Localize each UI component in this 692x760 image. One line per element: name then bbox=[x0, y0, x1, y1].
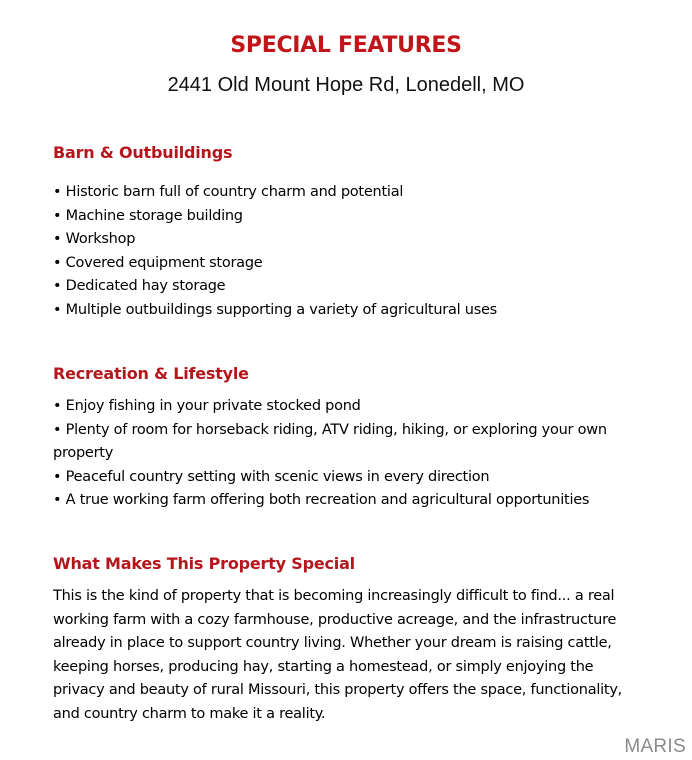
list-item: • Workshop bbox=[53, 231, 136, 247]
property-address: 2441 Old Mount Hope Rd, Lonedell, MO bbox=[167, 74, 525, 96]
list-item: • Plenty of room for horseback riding, ATV riding, hiking, or exploring your own property bbox=[53, 421, 607, 461]
page-title: SPECIAL FEATURES bbox=[230, 33, 462, 58]
section-barn-outbuildings bbox=[53, 142, 653, 322]
list-item: • A true working farm offering both recreation and agricultural opportunities bbox=[53, 492, 590, 508]
list-item: • Historic barn full of country charm and potential bbox=[53, 184, 404, 200]
description-paragraph: This is the kind of property that is becoming increasingly difficult to find... a real working farm with a cozy farmhouse, productive acreage, and the infrastructure already in place to support country living. Whether your dream is raising cattle, keeping horses, producing hay, starting a homestead, or simply enjoying the privacy and beauty of rural Missouri, this property offers the space, functionality, and country charm to make it a reality. bbox=[53, 588, 623, 722]
feature-list bbox=[53, 395, 653, 513]
section-property-special bbox=[53, 553, 653, 726]
list-item: • Multiple outbuildings supporting a variety of agricultural uses bbox=[53, 301, 497, 318]
maris-watermark: MARIS bbox=[624, 736, 686, 757]
section-heading: Barn & Outbuildings bbox=[53, 143, 233, 162]
section-heading: What Makes This Property Special bbox=[53, 554, 355, 573]
list-item: • Machine storage building bbox=[53, 207, 243, 224]
feature-list bbox=[53, 181, 653, 322]
section-heading: Recreation & Lifestyle bbox=[53, 364, 249, 383]
list-item: • Dedicated hay storage bbox=[53, 278, 226, 294]
list-item: • Covered equipment storage bbox=[53, 254, 263, 271]
list-item: • Peaceful country setting with scenic views in every direction bbox=[53, 468, 490, 485]
section-recreation-lifestyle bbox=[53, 363, 653, 513]
list-item: • Enjoy fishing in your private stocked pond bbox=[53, 398, 361, 414]
